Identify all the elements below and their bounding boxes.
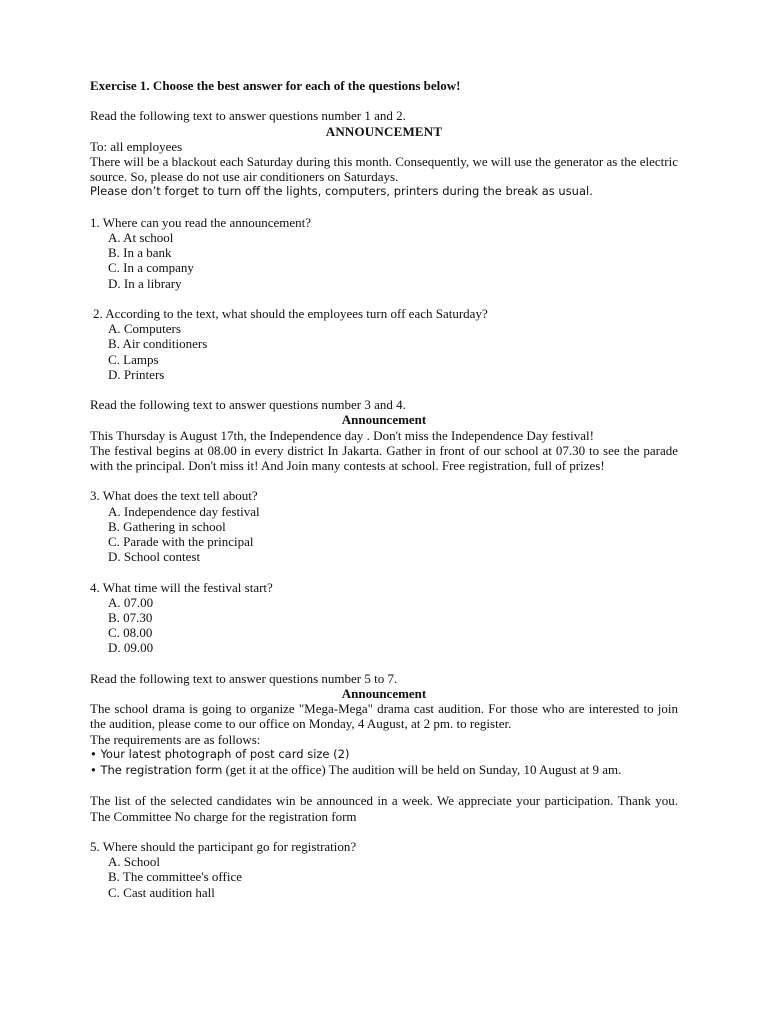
q3-option-a: A. Independence day festival: [108, 503, 260, 519]
q1-option-d: D. In a library: [108, 275, 182, 291]
section1-body: There will be a blackout each Saturday during this month. Consequently, we will use the generator as the electric source. So, please do not use air conditioners on Saturdays.: [90, 154, 678, 185]
q2-option-b: B. Air conditioners: [108, 336, 208, 352]
section3-bullet-1: • Your latest photograph of post card size (2): [90, 746, 350, 761]
q1-option-b: B. In a bank: [108, 245, 172, 261]
section1-recipient: To: all employees: [90, 138, 183, 154]
question-3: 3. What does the text tell about?: [90, 488, 258, 504]
q5-option-b: B. The committee's office: [108, 869, 242, 885]
section2-body: The festival begins at 08.00 in every district In Jakarta. Gather in front of our school at 07.30 to see the parade with the principal. Don't miss it! And Join many contests at school. Free registration, full of prizes!: [90, 442, 678, 474]
q4-option-d: D. 09.00: [108, 640, 154, 656]
q3-option-b: B. Gathering in school: [108, 518, 226, 534]
q5-option-c: C. Cast audition hall: [108, 884, 215, 900]
q1-option-a: A. At school: [108, 230, 174, 245]
section3-closing: The list of the selected candidates win be announced in a week. We appreciate your participation. Thank you. The Committee No charge for the registration form: [90, 793, 678, 824]
section3-bullet-2-rest: (get it at the office) The audition will be held on Sunday, 10 August at 9 am.: [222, 762, 622, 778]
section2-heading: Announcement: [341, 412, 427, 428]
q2-option-c: C. Lamps: [108, 351, 159, 367]
document-page: [90, 78, 678, 900]
section3-heading: Announcement: [341, 686, 427, 702]
q3-option-c: C. Parade with the principal: [108, 534, 254, 550]
section3-intro: Read the following text to answer questions number 5 to 7.: [90, 670, 398, 686]
section3-bullet-2-lead: • The registration form: [90, 763, 223, 778]
q3-option-d: D. School contest: [108, 549, 201, 565]
question-4: 4. What time will the festival start?: [90, 579, 273, 595]
section1-body2: Please don’t forget to turn off the lights, computers, printers during the break as usual.: [90, 184, 593, 199]
q4-option-b: B. 07.30: [108, 610, 153, 626]
q2-option-a: A. Computers: [108, 321, 181, 337]
q1-option-c: C. In a company: [108, 260, 194, 276]
section3-bullet-2: [90, 762, 678, 778]
q2-option-d: D. Printers: [108, 366, 165, 382]
section2-intro: Read the following text to answer questions number 3 and 4.: [90, 397, 406, 413]
q4-option-a: A. 07.00: [108, 594, 154, 610]
section1-heading: ANNOUNCEMENT: [325, 123, 443, 139]
section3-body: The school drama is going to organize "Mega-Mega" drama cast audition. For those who are interested to join the audition, please come to our office on Monday, 4 August, at 2 pm. to register.: [90, 701, 678, 732]
section1-intro: Read the following text to answer questions number 1 and 2.: [90, 108, 406, 124]
section2-line1: This Thursday is August 17th, the Independence day . Don't miss the Independence Day festival!: [90, 427, 594, 443]
question-2: 2. According to the text, what should the employees turn off each Saturday?: [93, 306, 488, 321]
exercise-title: Exercise 1. Choose the best answer for each of the questions below!: [90, 78, 461, 93]
question-5: 5. Where should the participant go for registration?: [90, 839, 357, 855]
question-1: 1. Where can you read the announcement?: [90, 214, 312, 230]
q4-option-c: C. 08.00: [108, 625, 153, 641]
q5-option-a: A. School: [108, 854, 160, 870]
section3-requirements-label: The requirements are as follows:: [90, 731, 261, 747]
